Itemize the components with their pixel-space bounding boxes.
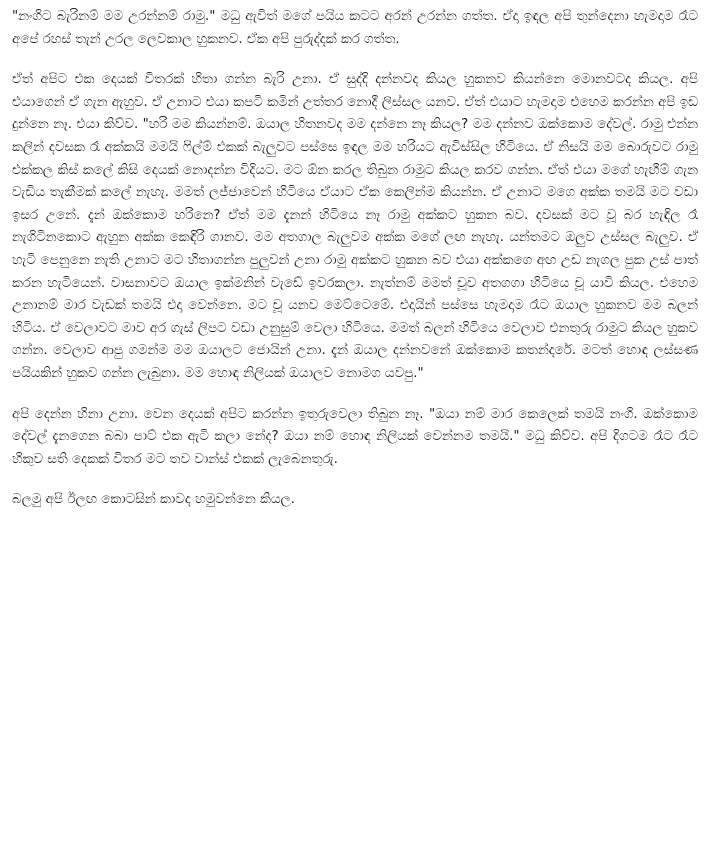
paragraph-1: "නංගිට බැරිනම් මම උරන්නම් රාමු." මධු ඇවිත් මගේ පයිය කටට අරන් උරන්න ගත්ත. ඒදා ඉඳල අපි තුන්දෙනා හැමදාම රෑට අපේ රහස් තැන් උරල ලෙවකාල හුකනව. ඒක අපි පුරුද්දක් කර ගත්ත.	[12, 9, 698, 47]
paragraph-2: ඒත් අපිට එක දෙයක් විතරක් හිතා ගන්න බැරි උනා. ඒ සුද්දි දන්නවද කියල හුකනව කියන්නෙ මොනවටද කියල. අපි එයාගෙන් ඒ ගැන ඇහුව. ඒ උනාට එයා කපටි කමින් උත්තර නොදී ලිස්සල යනව. ඒත් එයාට හැමදාම එහෙම කරන්න අපි ඉඩ දුන්නෙ නෑ. එයා කිව්ව. "හරි මම කියන්නම්. ඔයාල හිතනවද මම දන්නෙ නෑ කියල? මම දන්නව ඔක්කොම දේවල්. රාමු එන්න කලින් දවසක රෑ අක්කයි මමයි ෆිල්ම් එකක් බැලුවට පස්සෙ ඉඳල මම හරියට ඇවිස්සිල හිටියෙ. ඒ නිසයි මම බොරුවට රාමු එක්කල කිස් කලේ කිසි දෙයක් නොදන්න විදියට. මට ඕන කරල තිබුන රාමුට කියල කරව ගන්න. ඒත් එයා මගේ හැඟීම් ගැන වැඩිය තැකීමක් කලේ නැහැ. මමත් ලජ්ජාවෙන් හිටියෙ ඒයාට ඒක කෙලින්ම කියන්න. ඒ උනාට මගෙ අක්ක තමයි මට වඩා ඉසර උනේ. දැන් ඔක්කොම හරිනෙ? ඒත් මම දැනන් හිටියෙ නෑ රාමු අක්කට හුකන බව. දවසක් මට වූ බර හැඳිල රෑ නැගිටිනකොට ඇහුන අක්ක කෙඳිරි ගානව. මම අතගාල බැලුවම අක්ක මගේ ලඟ නැහැ. යන්තමට ඔලුව උස්සල බැලුව. ඒ හැටි පෙනුනෙ නැති උනාට මට හිතාගන්න පුලුවන් උනා රාමු අක්කට හුකන බව එයා අක්කගෙ අඟ උඩ නැගල පුක උස් පාත් කරන හැටියෙන්. වාසනාවට ඔයාල ඉක්මනින් වැඩේ ඉවරකලා. නැත්නම් මමත් චූව අතගගා හිටියෙ චූ යාවි කියල. එහෙම උනානම් මාර වැඩක් තමයි එදා වෙන්නෙ. මට චූ යනව මෙට්ටෙමේ. එදායින් පස්සෙ හැමදාම රෑට ඔයාල හුකනව මම බලන් හිටිය. ඒ වෙලාවට මාව අර ගැස් ලිපට වඩා උනුසුම් වෙලා හිටියෙ. මමත් බලන් හිටියෙ වෙලාව එනතුරු රාමුට කියල හුකව ගන්න. වෙලාව ආපු ගමන්ම මම ඔයාලට ජොයින් උනා. දැන් ඔයාල දන්නවනේ ඔක්කොම කතන්දරේ. මටත් හොඳ ලස්සණ පයියකින් හුකව ගන්න ලැබුනා. මම හොඳ නිලියක් ඔයාලව නොමග යවපු."	[12, 72, 698, 381]
paragraph-3: අපි දෙන්න හිනා උනා. වෙන දෙයක් අපිට කරන්න ඉතුරුවෙලා තිබුන නෑ. "ඔයා නම් මාර කෙලෙක් තමයි නංගි. ඔක්කොම දේවල් දැනගෙන බබා පාට් එක ඇටි කලා නේද? ඔයා නම් හොඳ නිලියක් වෙන්නම තමයි." මධු කිව්ව. අපි දිගටම රෑට රෑට හිකුව සති දෙකක් විතර මට තව වාන්ස් එකක් ලැබෙනතුරු.	[12, 406, 698, 467]
paragraph-4: බලමු අපි ඊලඟ කොටසින් කාවද හමුවන්නෙ කියල.	[12, 492, 295, 508]
